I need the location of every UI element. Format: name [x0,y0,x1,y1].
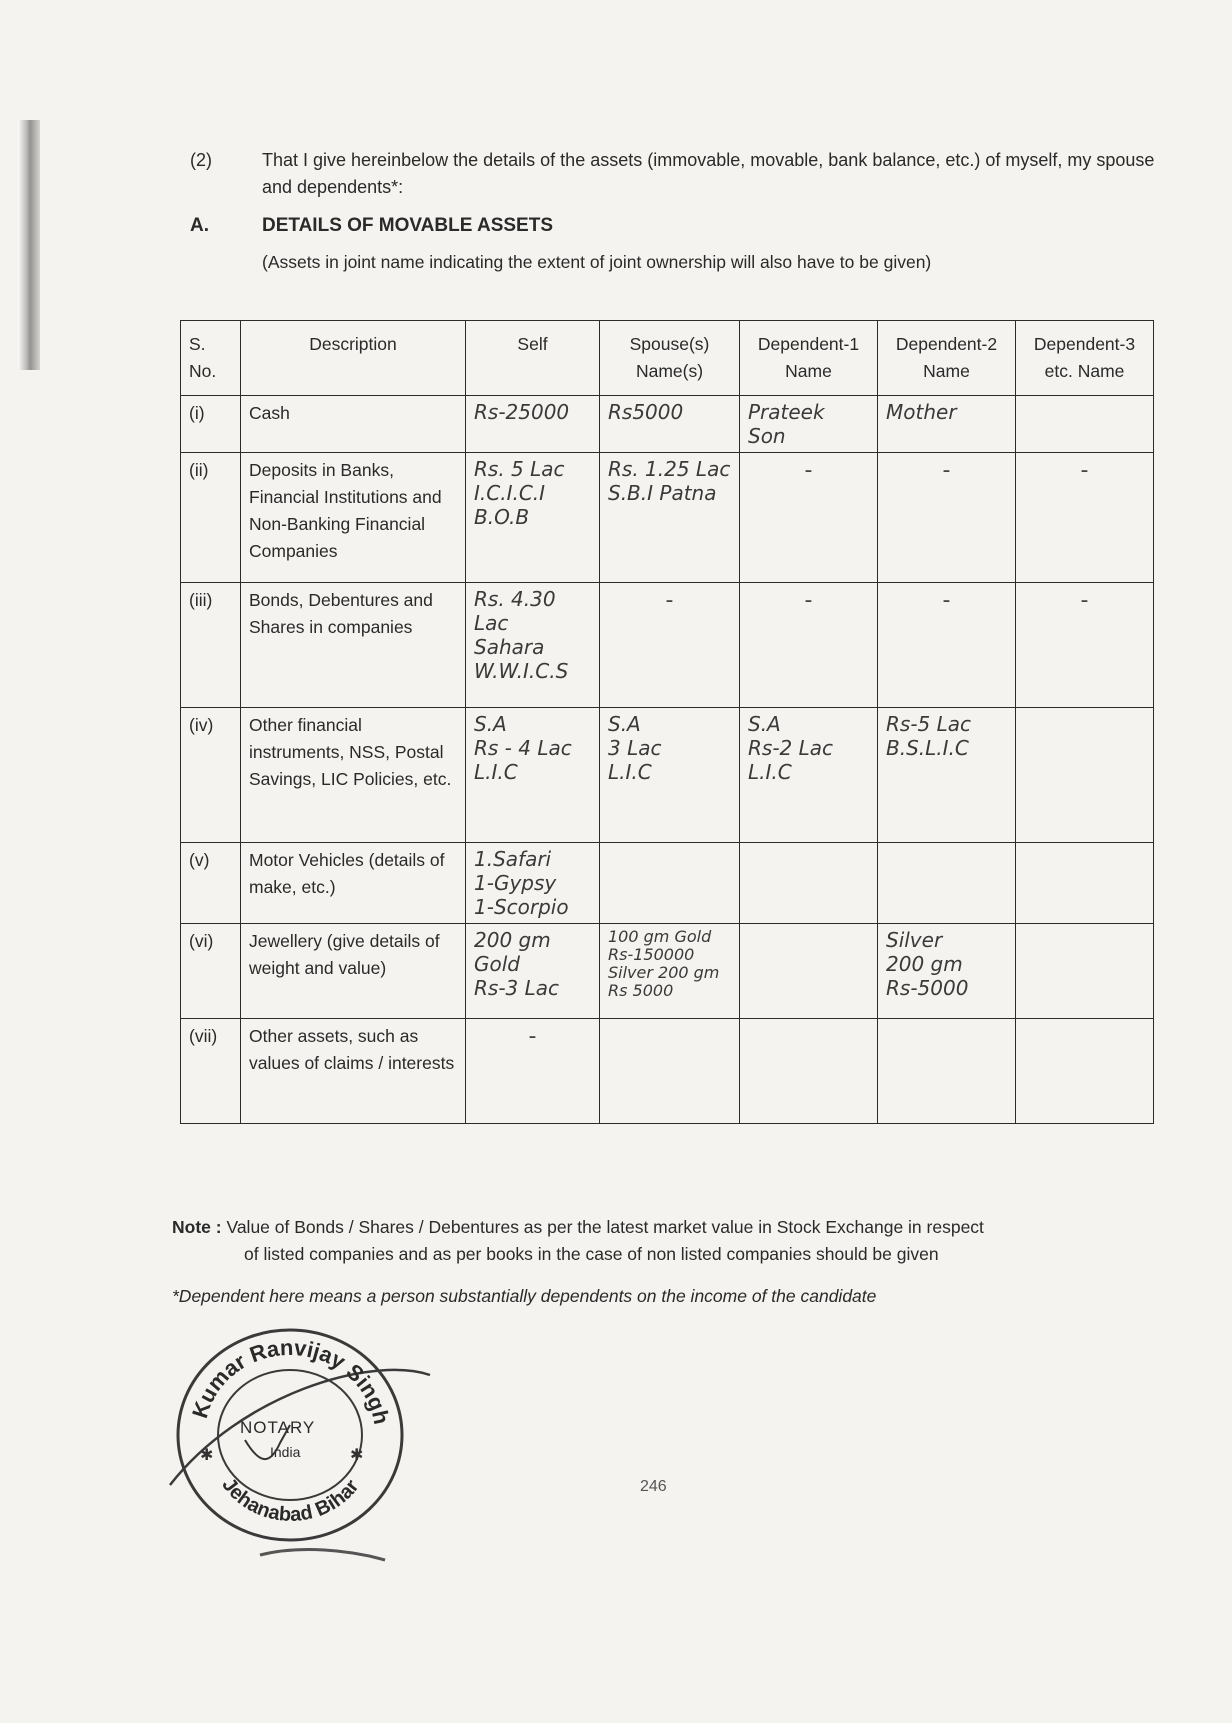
row-dep2-value [878,1019,1016,1124]
table-row [181,1019,1154,1124]
header-description: Description [241,321,466,396]
handwritten-entry: - [942,458,951,483]
table-row [181,924,1154,1019]
row-sno: (iii) [181,583,241,708]
note-label: Note : [172,1217,222,1237]
section-title: DETAILS OF MOVABLE ASSETS [262,215,553,236]
handwritten-entry: Silver [886,928,943,952]
table-row [181,396,1154,453]
row-description: Bonds, Debentures and Shares in companies [241,583,466,708]
header-dependent-2: Dependent-2 Name [878,321,1016,396]
handwritten-entry: S.A [748,712,781,736]
handwritten-entry: Rs-3 Lac [474,976,560,1000]
handwritten-entry: L.I.C [474,760,518,784]
notary-stamp [150,1315,440,1565]
handwritten-entry: 1-Scorpio [474,895,569,919]
handwritten-entry: Prateek [748,400,825,424]
handwritten-entry: 200 gm [886,952,963,976]
svg-text:Kumar Ranvijay Singh: Kumar Ranvijay Singh [187,1334,395,1427]
handwritten-entry: 100 gm Gold [608,927,712,946]
row-dep2-value [878,453,1016,583]
note [172,1214,1172,1268]
header-dependent-1: Dependent-1 Name [740,321,878,396]
header-self: Self [466,321,600,396]
row-dep3-value [1016,924,1154,1019]
table-row [181,708,1154,843]
handwritten-entry: Rs - 4 Lac [474,736,572,760]
handwritten-entry: Rs. 5 Lac [474,457,565,481]
handwritten-entry: B.S.L.I.C [886,736,969,760]
header-sno: S. No. [181,321,241,396]
row-dep1-value [740,924,878,1019]
row-description: Motor Vehicles (details of make, etc.) [241,843,466,924]
row-dep3-value [1016,583,1154,708]
row-dep1-value [740,453,878,583]
handwritten-entry: 1-Gypsy [474,871,557,895]
table-row [181,583,1154,708]
row-sno: (ii) [181,453,241,583]
row-spouse-value [600,396,740,453]
paragraph-number: (2) [190,150,212,170]
row-spouse-value [600,583,740,708]
handwritten-entry: 200 gm Gold [474,928,551,976]
handwritten-entry: - [804,458,813,483]
handwritten-entry: - [1080,588,1089,613]
svg-text:✱: ✱ [350,1447,364,1464]
row-dep1-value [740,708,878,843]
row-self-value [466,396,600,453]
handwritten-entry: Mother [886,400,957,424]
handwritten-entry: S.A [474,712,507,736]
handwritten-entry: Son [748,424,786,448]
page-number: 246 [640,1478,667,1495]
row-spouse-value [600,453,740,583]
svg-text:✱: ✱ [200,1447,214,1464]
row-sno: (vii) [181,1019,241,1124]
row-self-value [466,453,600,583]
table-header-row [181,321,1154,396]
handwritten-entry: S.B.I Patna [608,481,717,505]
note-line-2: of listed companies and as per books in the case of non listed companies should be given [244,1244,939,1264]
header-dependent-3: Dependent-3 etc. Name [1016,321,1154,396]
row-description: Other assets, such as values of claims / interests [241,1019,466,1124]
row-self-value [466,843,600,924]
row-description: Cash [241,396,466,453]
row-spouse-value [600,924,740,1019]
row-dep3-value [1016,1019,1154,1124]
handwritten-entry: Rs. 1.25 Lac [608,457,731,481]
scan-edge-artifact [18,120,40,370]
notary-seal-graphic [150,1315,440,1565]
row-description: Other financial instruments, NSS, Postal Savings, LIC Policies, etc. [241,708,466,843]
section-subtitle: (Assets in joint name indicating the extent of joint ownership will also have to be given) [262,252,932,272]
table-row [181,453,1154,583]
row-self-value [466,1019,600,1124]
row-dep2-value [878,843,1016,924]
handwritten-entry: Rs-5 Lac [886,712,972,736]
handwritten-entry: L.I.C [608,760,652,784]
handwritten-entry: Rs. 4.30 Lac [474,587,556,635]
handwritten-entry: L.I.C [748,760,792,784]
row-sno: (iv) [181,708,241,843]
row-spouse-value [600,843,740,924]
row-dep2-value [878,708,1016,843]
row-dep3-value [1016,453,1154,583]
header-spouse: Spouse(s) Name(s) [600,321,740,396]
row-dep1-value [740,396,878,453]
handwritten-entry: 3 Lac [608,736,662,760]
row-dep1-value [740,1019,878,1124]
handwritten-entry: - [1080,458,1089,483]
handwritten-entry: Rs 5000 [608,981,674,1000]
handwritten-entry: - [665,588,674,613]
handwritten-entry: - [528,1024,537,1049]
row-self-value [466,708,600,843]
row-self-value [466,924,600,1019]
svg-text:India: India [270,1444,301,1460]
handwritten-entry: 1.Safari [474,847,552,871]
row-dep2-value [878,583,1016,708]
paragraph-text: That I give hereinbelow the details of the assets (immovable, movable, bank balance, etc.) of myself, my spouse and dependents*: [262,150,1155,197]
handwritten-entry: Rs5000 [608,400,684,424]
table-row [181,843,1154,924]
row-description: Jewellery (give details of weight and value) [241,924,466,1019]
movable-assets-table [180,320,1154,1124]
row-spouse-value [600,1019,740,1124]
row-self-value [466,583,600,708]
handwritten-entry: Rs-25000 [474,400,570,424]
svg-text:NOTARY: NOTARY [240,1418,316,1437]
handwritten-entry: I.C.I.C.I [474,481,546,505]
handwritten-entry: Silver 200 gm [608,963,720,982]
row-description: Deposits in Banks, Financial Institutions and Non-Banking Financial Companies [241,453,466,583]
row-dep1-value [740,843,878,924]
row-spouse-value [600,708,740,843]
row-dep3-value [1016,396,1154,453]
handwritten-entry: - [804,588,813,613]
handwritten-entry: Rs-150000 [608,945,695,964]
handwritten-entry: S.A [608,712,641,736]
row-dep3-value [1016,843,1154,924]
handwritten-entry: B.O.B [474,505,530,529]
dependent-definition: *Dependent here means a person substantially dependents on the income of the candidate [172,1286,877,1306]
row-sno: (i) [181,396,241,453]
handwritten-entry: - [942,588,951,613]
row-dep2-value [878,924,1016,1019]
handwritten-entry: Rs-5000 [886,976,969,1000]
row-dep1-value [740,583,878,708]
handwritten-entry: W.W.I.C.S [474,659,569,683]
row-dep2-value [878,396,1016,453]
section-letter: A. [190,215,209,236]
handwritten-entry: Rs-2 Lac [748,736,834,760]
row-dep3-value [1016,708,1154,843]
handwritten-entry: Sahara [474,635,545,659]
note-line-1: Value of Bonds / Shares / Debentures as per the latest market value in Stock Exchange in respect [226,1217,984,1237]
svg-text:Jehanabad Bihar: Jehanabad Bihar [217,1474,364,1527]
row-sno: (vi) [181,924,241,1019]
row-sno: (v) [181,843,241,924]
